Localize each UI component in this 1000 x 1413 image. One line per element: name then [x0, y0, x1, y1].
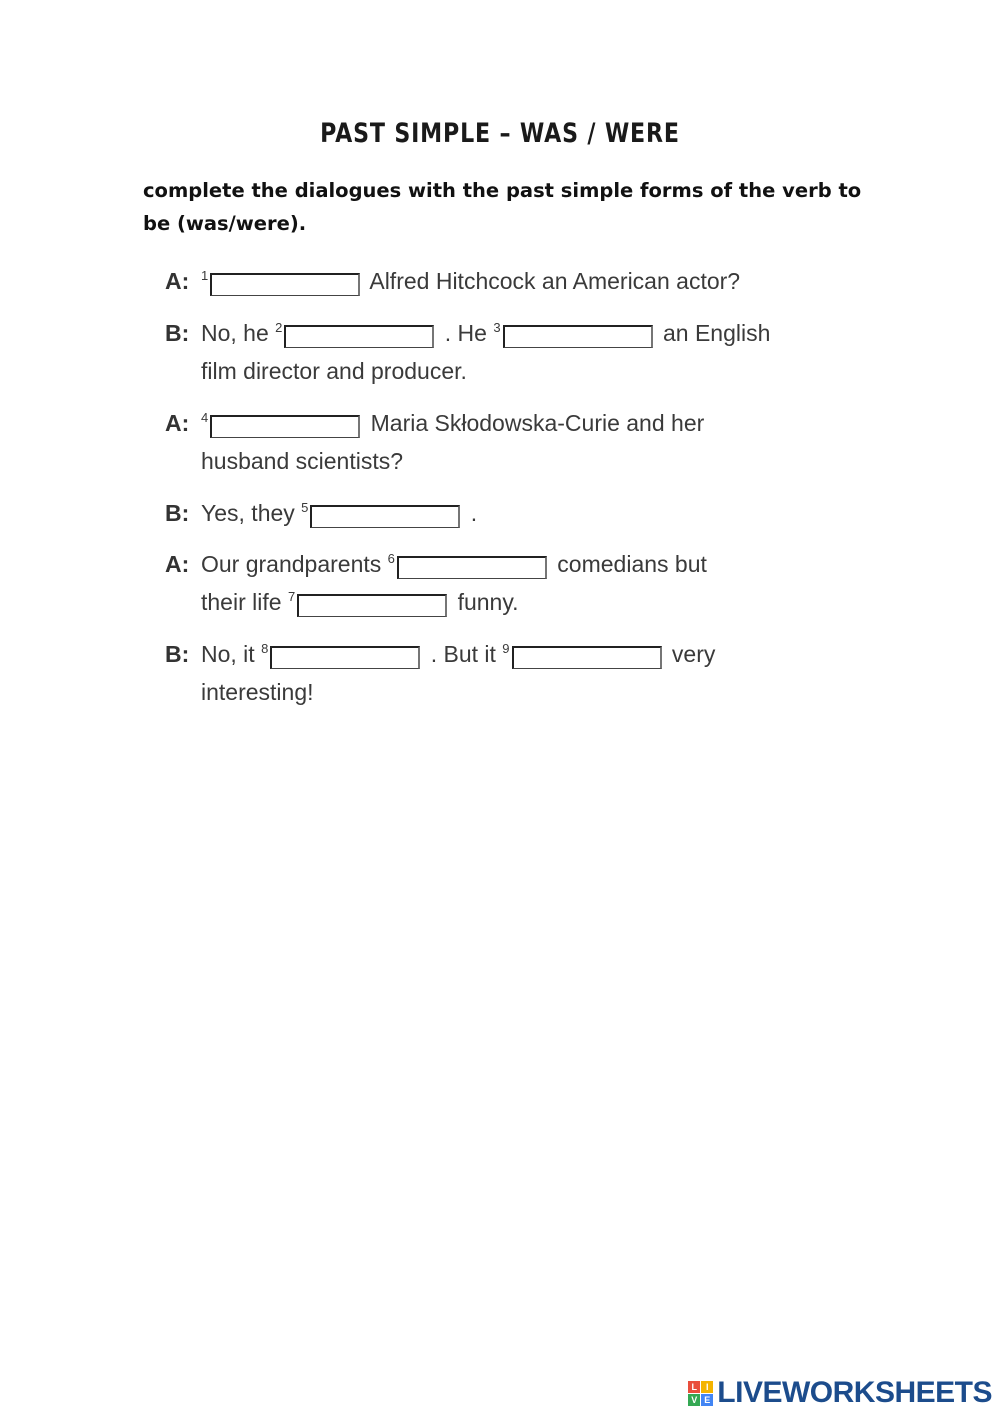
- page-title: PAST SIMPLE – WAS / WERE: [320, 118, 680, 149]
- gap-number: 9: [502, 641, 510, 657]
- answer-input-9[interactable]: [512, 646, 662, 669]
- gap-number: 6: [387, 551, 395, 567]
- gap-number: 8: [261, 641, 269, 657]
- dialogue-line-3-cont: [201, 448, 403, 475]
- line-text: Alfred Hitchcock an American actor?: [369, 268, 741, 294]
- logo-letter: V: [688, 1394, 700, 1406]
- line-text: Maria Skłodowska-Curie and her: [370, 410, 705, 436]
- answer-input-5[interactable]: [310, 505, 460, 528]
- speaker-label: A:: [165, 551, 190, 577]
- line-text: funny.: [457, 589, 519, 615]
- logo-mark-icon: [688, 1381, 713, 1406]
- gap-number: 7: [287, 589, 296, 605]
- logo-letter: L: [688, 1381, 700, 1393]
- line-text: an English: [662, 320, 771, 346]
- answer-input-2[interactable]: [284, 325, 434, 348]
- line-text: Our grandparents: [201, 551, 382, 577]
- speaker-label: B:: [165, 641, 190, 667]
- line-text: No, it: [201, 641, 255, 667]
- dialogue-line-4: [165, 500, 477, 528]
- gap-number: 3: [493, 320, 501, 336]
- line-text: .: [470, 500, 478, 526]
- gap-number: 5: [301, 500, 309, 516]
- line-text: film director and producer.: [201, 358, 467, 384]
- line-text: husband scientists?: [201, 448, 404, 474]
- logo-letter: E: [701, 1394, 713, 1406]
- line-text: . But it: [430, 641, 496, 667]
- line-text: . He: [444, 320, 487, 346]
- dialogue-line-2-cont: [201, 358, 467, 385]
- dialogue-line-1: [165, 268, 740, 296]
- answer-input-6[interactable]: [397, 556, 547, 579]
- dialogue-line-2: [165, 320, 770, 348]
- line-text: very: [671, 641, 716, 667]
- speaker-label: A:: [165, 410, 190, 436]
- answer-input-4[interactable]: [210, 415, 360, 438]
- dialogue-line-6-cont: [201, 679, 314, 706]
- gap-number: 1: [201, 268, 209, 284]
- line-text: No, he: [201, 320, 269, 346]
- liveworksheets-logo[interactable]: [688, 1374, 992, 1412]
- dialogue-line-5-cont: [201, 589, 519, 617]
- speaker-label: A:: [165, 268, 190, 294]
- line-text: comedians but: [557, 551, 707, 577]
- answer-input-8[interactable]: [270, 646, 420, 669]
- gap-number: 2: [275, 320, 283, 336]
- logo-letter: I: [701, 1381, 713, 1393]
- line-text: Yes, they: [201, 500, 295, 526]
- instructions: complete the dialogues with the past simple forms of the verb to be (was/were).: [143, 179, 862, 235]
- answer-input-1[interactable]: [210, 273, 360, 296]
- line-text: their life: [201, 589, 282, 615]
- line-text: interesting!: [201, 679, 314, 705]
- speaker-label: B:: [165, 320, 190, 346]
- brand-name: LIVEWORKSHEETS: [717, 1376, 992, 1409]
- gap-number: 4: [201, 410, 209, 426]
- dialogue-line-3: [165, 410, 704, 438]
- dialogue-line-6: [165, 641, 715, 669]
- speaker-label: B:: [165, 500, 190, 526]
- answer-input-3[interactable]: [503, 325, 653, 348]
- answer-input-7[interactable]: [297, 594, 447, 617]
- dialogue-line-5: [165, 551, 707, 579]
